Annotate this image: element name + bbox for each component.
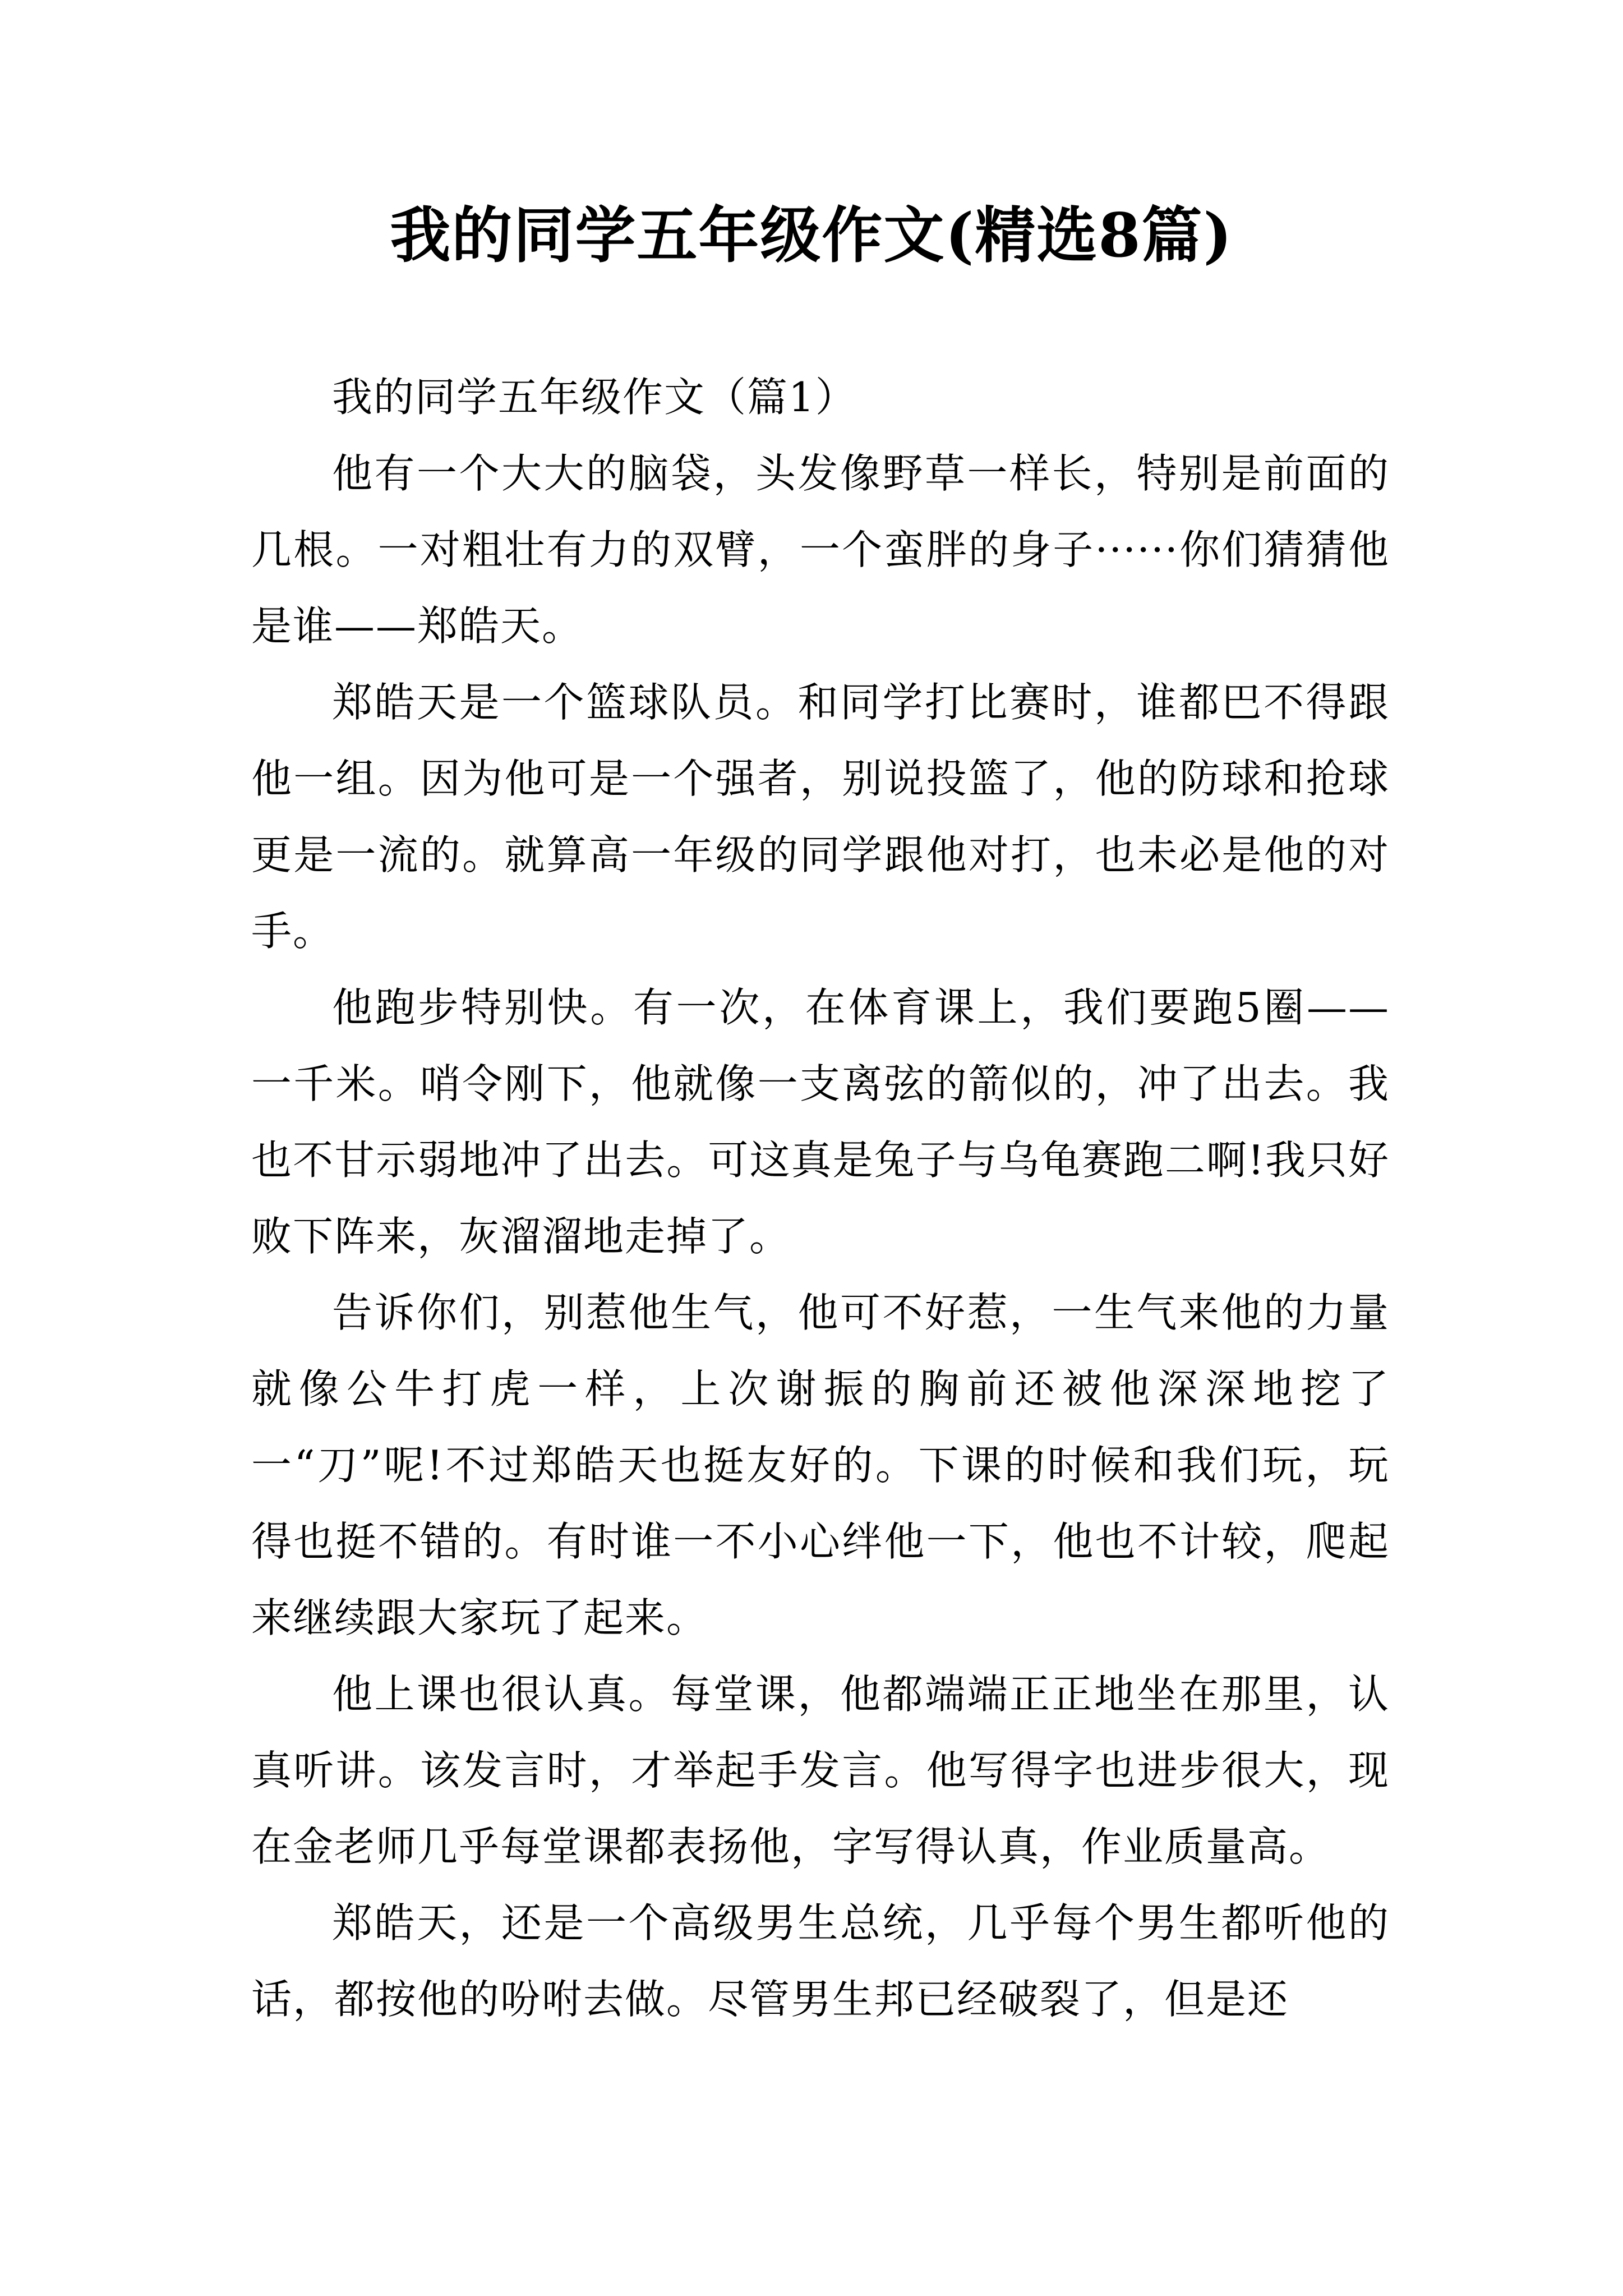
paragraph: 他上课也很认真。每堂课，他都端端正正地坐在那里，认真听讲。该发言时，才举起手发言。他写得字也进步很大，现在金老师几乎每堂课都表扬他，字写得认真，作业质量高。 — [251, 1671, 1390, 1870]
paragraph: 他跑步特别快。有一次，在体育课上，我们要跑5圈——一千米。哨令刚下，他就像一支离弦的箭似的，冲了出去。我也不甘示弱地冲了出去。可这真是兔子与乌龟赛跑二啊!我只好败下阵来，灰溜溜地走掉了。 — [251, 984, 1390, 1260]
paragraph: 告诉你们，别惹他生气，他可不好惹，一生气来他的力量就像公牛打虎一样，上次谢振的胸前还被他深深地挖了一“刀”呢!不过郑皓天也挺友好的。下课的时候和我们玩，玩得也挺不错的。有时谁一不小心绊他一下，他也不计较，爬起来继续跟大家玩了起来。 — [251, 1289, 1390, 1641]
paragraph: 郑皓天是一个篮球队员。和同学打比赛时，谁都巴不得跟他一组。因为他可是一个强者，别说投篮了，他的防球和抢球更是一流的。就算高一年级的同学跟他对打，也未必是他的对手。 — [251, 679, 1390, 955]
paragraph: 郑皓天，还是一个高级男生总统，几乎每个男生都听他的话，都按他的吩咐去做。尽管男生邦已经破裂了，但是还 — [251, 1899, 1390, 2023]
document-title: 我的同学五年级作文(精选8篇) — [390, 200, 1233, 271]
paragraph: 他有一个大大的脑袋，头发像野草一样长，特别是前面的几根。一对粗壮有力的双臂，一个蛮胖的身子······你们猜猜他是谁——郑皓天。 — [251, 450, 1390, 650]
document-body — [251, 359, 1390, 2037]
section-heading: 我的同学五年级作文（篇1） — [332, 374, 857, 421]
